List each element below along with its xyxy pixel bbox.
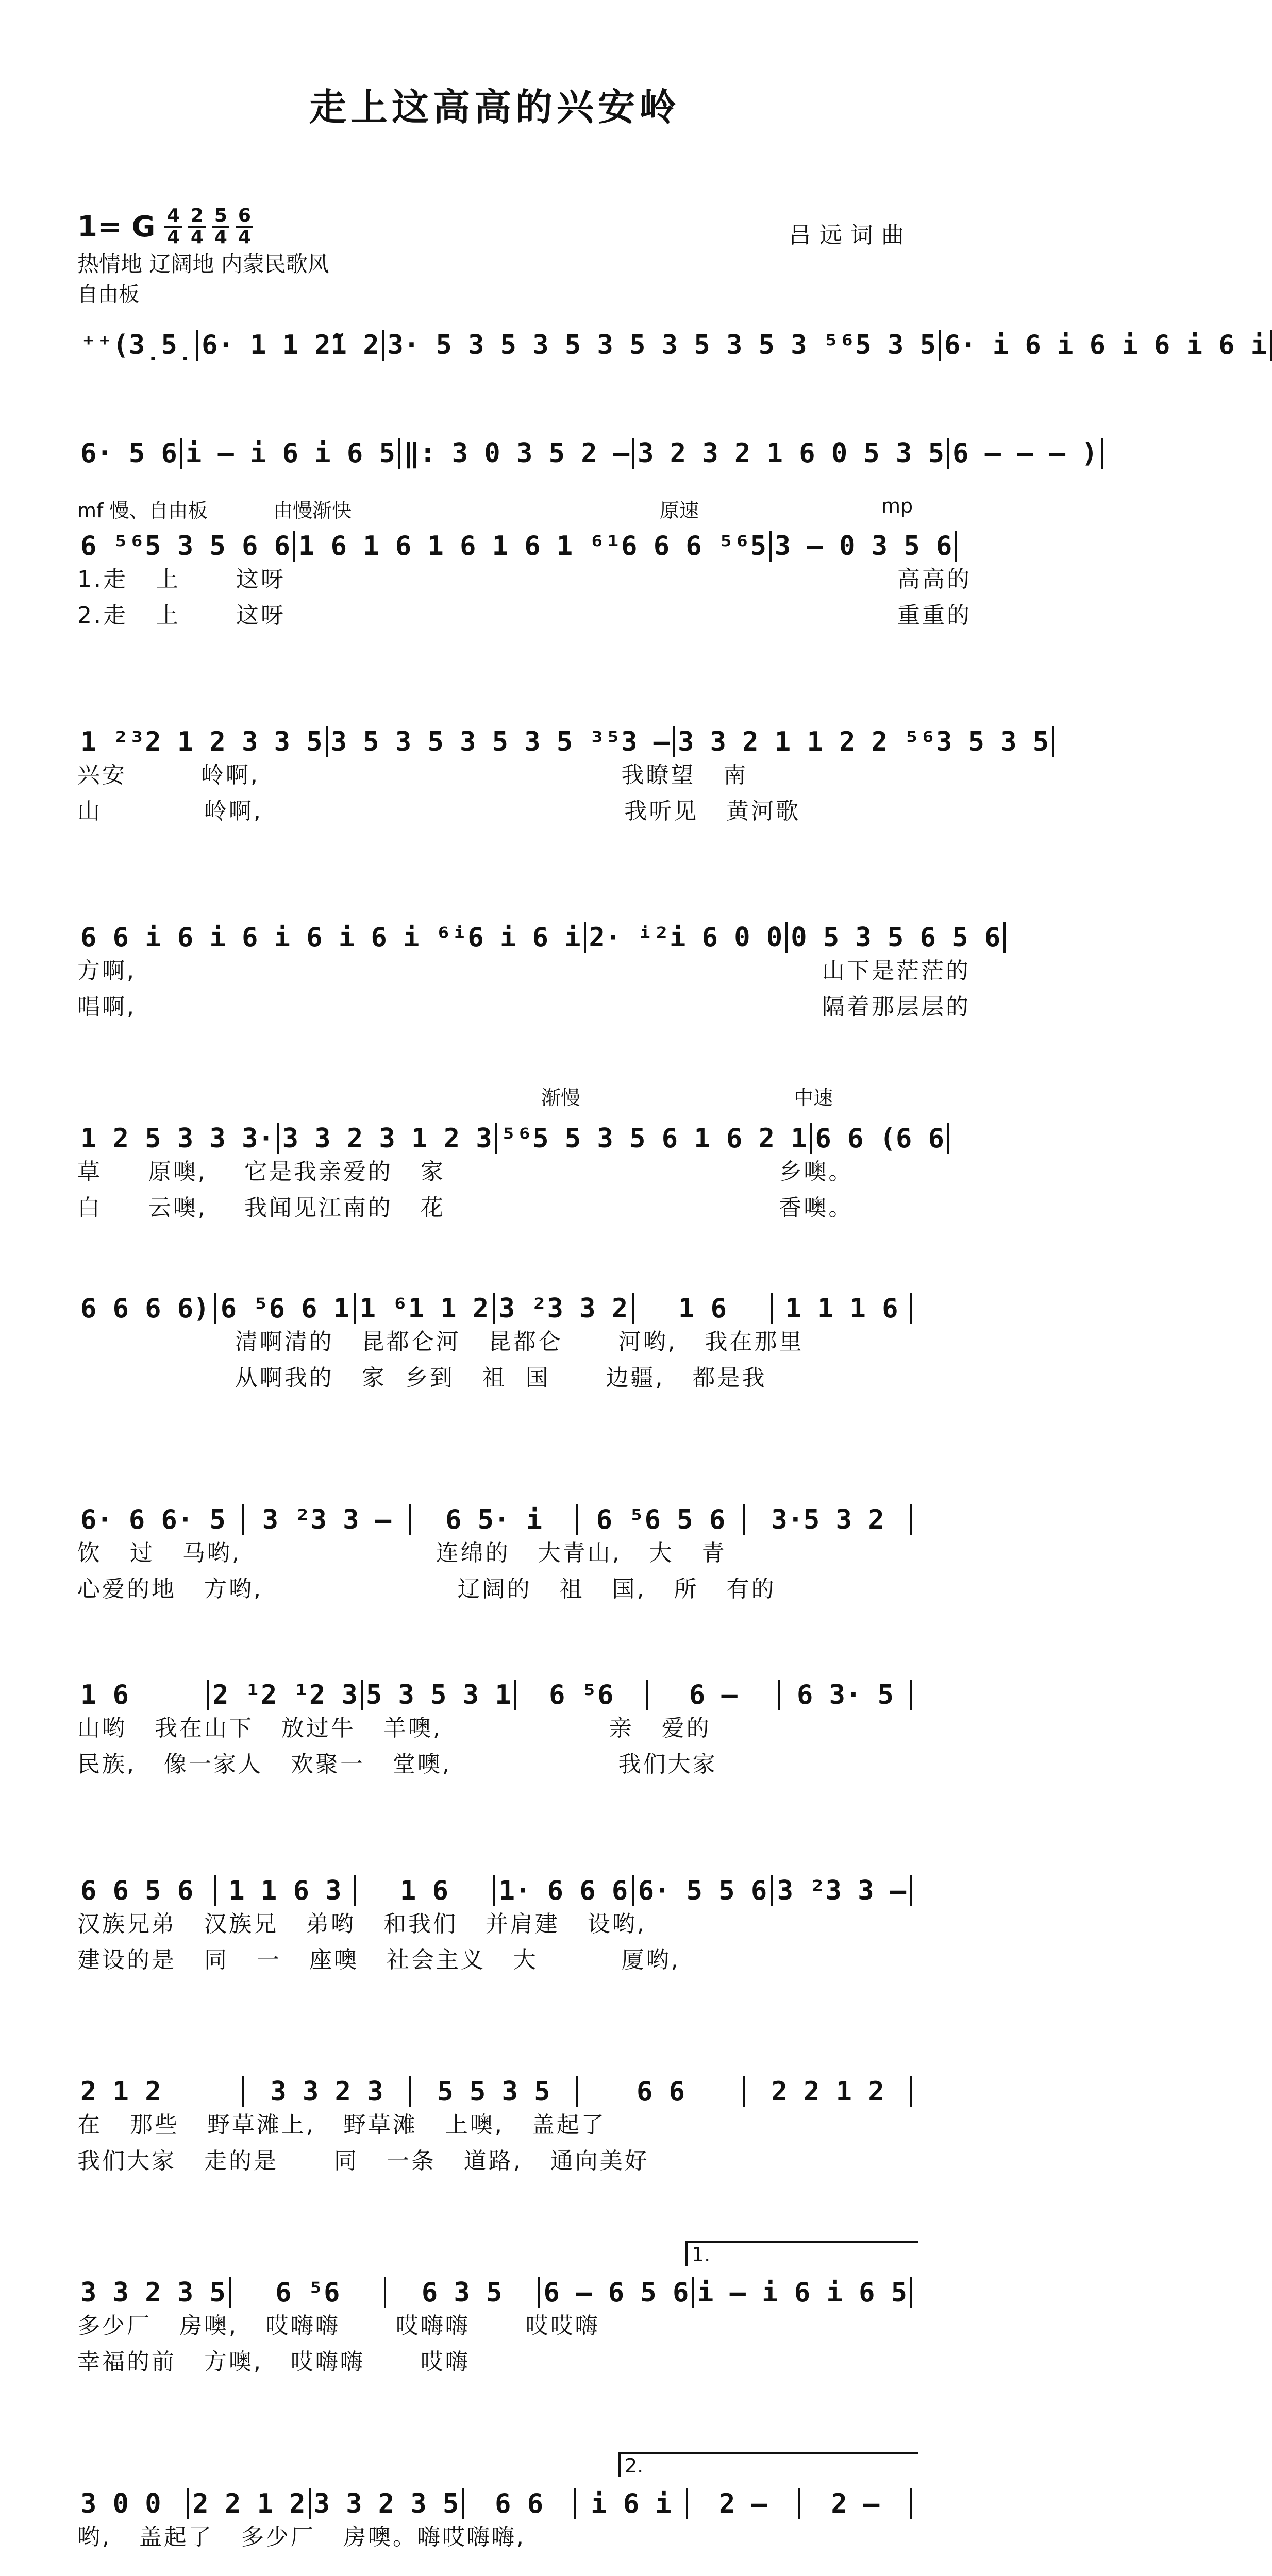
notation-staff bbox=[77, 1664, 912, 1710]
measure: 1 6 1 6 1 6 1 6 1 ⁶¹6 6 6 ⁵⁶5 bbox=[295, 531, 772, 562]
lyric-line: 饮 过 马哟, 连绵的 大青山, 大 青 bbox=[77, 1540, 727, 1566]
measure: 6 6 bbox=[578, 2076, 745, 2107]
measure: 6 6 5 6 bbox=[77, 1875, 216, 1906]
measure: 6 ⁵6 bbox=[516, 1680, 648, 1710]
score-system bbox=[77, 2243, 912, 2380]
measure: 2 1 2 bbox=[77, 2076, 244, 2107]
measure: 5 3 5 3 1 bbox=[363, 1680, 516, 1710]
tempo-mark: 由慢渐快 bbox=[273, 499, 352, 522]
measure: 3 3 2 3 1 2 3 bbox=[279, 1123, 497, 1154]
lyric-line: 清啊清的 昆都仑河 昆都仑 河哟, 我在那里 bbox=[77, 1329, 804, 1355]
tempo-mark: 渐慢 bbox=[541, 1087, 581, 1109]
measure: 6 3· 5 bbox=[780, 1680, 912, 1710]
volta-bracket: 1. bbox=[685, 2241, 918, 2266]
measure: ⁵⁶5 5 3 5 6 1 6 2 1 bbox=[497, 1123, 812, 1154]
measure: 1 2 5 3 3 3· bbox=[77, 1123, 279, 1154]
time-signatures bbox=[164, 206, 253, 247]
lyric-line: 兴安 岭啊, 我瞭望 南 bbox=[77, 762, 748, 788]
measure: 3 3 2 3 5 bbox=[311, 2488, 464, 2519]
notation-staff bbox=[77, 515, 952, 562]
score-system bbox=[77, 1087, 944, 1226]
measure: 1 ²³2 1 2 3 3 5 bbox=[77, 726, 328, 757]
score-system bbox=[77, 1664, 912, 1783]
measure: 1 6 bbox=[77, 1680, 209, 1710]
meter-6-4: $\frac{6}{4}$ bbox=[236, 206, 253, 247]
measure: 2 ¹2 ¹2 3 bbox=[209, 1680, 363, 1710]
measure: 3 ²3 3 – bbox=[773, 1875, 912, 1906]
lyric-line: 草 原噢, 它是我亲爱的 家 乡噢。 bbox=[77, 1159, 853, 1185]
measure: 2· ⁱ²i 6 0 0 bbox=[586, 922, 788, 953]
lyric-line: 哟, 盖起了 多少厂 房噢。嗨哎嗨嗨, bbox=[77, 2524, 526, 2550]
meter-2-4: $\frac{2}{4}$ bbox=[188, 206, 206, 247]
measure: ⁺⁺(3̣5̣ bbox=[77, 330, 198, 361]
notation-staff bbox=[77, 1860, 912, 1906]
notation-staff bbox=[77, 314, 1267, 361]
lyric-line: 2.走 上 这呀 重重的 bbox=[77, 602, 972, 629]
measure: i – i 6 i 6 5 bbox=[694, 2277, 912, 2308]
measure: 6 6 6 6) bbox=[77, 1293, 216, 1324]
measure: 3 – 0 3 5 6 bbox=[772, 531, 957, 562]
measure: 0 5 3 5 6 5 6 bbox=[788, 922, 1006, 953]
measure: ‖: 3 0 3 5 2 – bbox=[400, 438, 634, 469]
score-system bbox=[77, 1489, 912, 1607]
lyric-line: 唱啊, 隔着那层层的 bbox=[77, 994, 970, 1020]
key-label: 1= G bbox=[77, 210, 156, 244]
measure: 3 3 2 1 1 2 2 ⁵⁶3 5 3 5 bbox=[675, 726, 1054, 757]
measure: 6 6 (6 6 bbox=[812, 1123, 949, 1154]
lyric-line: 白 云噢, 我闻见江南的 花 香噢。 bbox=[77, 1195, 853, 1221]
score-system bbox=[77, 495, 972, 634]
meter-4-4: $\frac{4}{4}$ bbox=[164, 206, 182, 247]
measure: 3 3 2 3 bbox=[244, 2076, 411, 2107]
measure: 3· 5 3 5 3 5 3 5 3 5 3 5 3 ⁵⁶5 3 5 bbox=[384, 330, 941, 361]
measure: 3 3 2 3 5 bbox=[77, 2277, 231, 2308]
lyric-line: 山哟 我在山下 放过牛 羊噢, 亲 爱的 bbox=[77, 1715, 711, 1741]
notation-staff bbox=[77, 422, 1098, 469]
measure: 6 – – – ) bbox=[949, 438, 1103, 469]
measure: i 6 i bbox=[576, 2488, 688, 2519]
measure: 5 5 3 5 bbox=[411, 2076, 578, 2107]
style-description: 热情地 辽阔地 内蒙民歌风 bbox=[77, 251, 329, 277]
measure: 2 – bbox=[800, 2488, 912, 2519]
measure: 2 2 1 2 bbox=[745, 2076, 912, 2107]
measure: 1· 6 6 6 bbox=[495, 1875, 634, 1906]
measure: 1 6 bbox=[356, 1875, 495, 1906]
measure: 3 0 0 bbox=[77, 2488, 189, 2519]
lyric-line: 建设的是 同 一 座噢 社会主义 大 厦哟, bbox=[77, 1947, 680, 1973]
tempo-mark: 原速 bbox=[660, 499, 699, 522]
volta-bracket: 2. bbox=[618, 2452, 918, 2477]
song-title: 走上这高高的兴安岭 bbox=[309, 86, 680, 129]
notation-staff bbox=[77, 2262, 912, 2308]
measure: 6· 6 6· 5 bbox=[77, 1504, 244, 1535]
lyric-line: 汉族兄弟 汉族兄 弟哟 和我们 并肩建 设哟, bbox=[77, 1911, 646, 1937]
tempo-mark: mf 慢、自由板 bbox=[77, 499, 208, 522]
measure: 6 3 5 bbox=[386, 2277, 540, 2308]
measure: 6 ⁵⁶5 3 5 6 6 bbox=[77, 531, 295, 562]
measure: 1 ⁶1 1 2 bbox=[356, 1293, 495, 1324]
author-credit: 吕远词曲 bbox=[789, 222, 912, 248]
measure: 2 – bbox=[688, 2488, 800, 2519]
score-system bbox=[77, 711, 1049, 829]
measure: 2 2 1 2 bbox=[189, 2488, 310, 2519]
lyric-line: 山 岭啊, 我听见 黄河歌 bbox=[77, 798, 801, 824]
score-system bbox=[77, 1860, 912, 1978]
lyric-line: 方啊, 山下是茫茫的 bbox=[77, 958, 970, 984]
measure: i – i 6 i 6 5 bbox=[182, 438, 400, 469]
lyric-line: 1.走 上 这呀 高高的 bbox=[77, 566, 972, 592]
measure: 6 ⁵6 5 6 bbox=[578, 1504, 745, 1535]
tempo-free-label: 自由板 bbox=[77, 283, 139, 307]
measure: 1 6 bbox=[634, 1293, 773, 1324]
score-system bbox=[77, 1278, 912, 1396]
measure: 3 2 3 2 1 6 0 5 3 5 bbox=[634, 438, 949, 469]
lyric-line: 民族, 像一家人 欢聚一 堂噢, 我们大家 bbox=[77, 1751, 717, 1777]
score-system bbox=[77, 2061, 912, 2179]
notation-staff bbox=[77, 2473, 912, 2519]
measure: 6· 5 6 bbox=[77, 438, 182, 469]
notation-staff bbox=[77, 907, 1001, 953]
measure: 6 – 6 5 6 bbox=[540, 2277, 694, 2308]
measure: 6· 1 1 2̃1 2 bbox=[198, 330, 384, 361]
notation-staff bbox=[77, 2061, 912, 2107]
tempo-mark: mp bbox=[881, 495, 913, 517]
score-system bbox=[77, 422, 1098, 469]
score-system bbox=[77, 907, 1001, 1025]
measure: 6 ⁵6 6 1 bbox=[216, 1293, 356, 1324]
lyric-line: 我们大家 走的是 同 一条 道路, 通向美好 bbox=[77, 2148, 649, 2174]
measure: 1 1 6 3 bbox=[216, 1875, 356, 1906]
measure: 6 6 i 6 i 6 i 6 i 6 i ⁶ⁱ6 i 6 i bbox=[77, 922, 586, 953]
measure: 6· i 6 i 6 i 6 i 6 i bbox=[941, 330, 1272, 361]
tempo-mark: 中速 bbox=[794, 1087, 833, 1109]
measure: 3 ²3 3 – bbox=[244, 1504, 411, 1535]
measure: 3 ²3 3 2 bbox=[495, 1293, 634, 1324]
key-signature bbox=[77, 206, 253, 247]
measure: 6 5· i bbox=[411, 1504, 578, 1535]
meter-5-4: $\frac{5}{4}$ bbox=[212, 206, 229, 247]
score-system bbox=[77, 2454, 912, 2555]
lyric-line: 幸福的前 方噢, 哎嗨嗨 哎嗨 bbox=[77, 2349, 470, 2375]
measure: 6· 5 5 6 bbox=[634, 1875, 773, 1906]
lyric-line: 在 那些 野草滩上, 野草滩 上噢, 盖起了 bbox=[77, 2112, 606, 2138]
notation-staff bbox=[77, 711, 1049, 757]
measure: 3·5 3 2 bbox=[745, 1504, 912, 1535]
notation-staff bbox=[77, 1489, 912, 1535]
score-system bbox=[77, 314, 1267, 361]
lyric-line: 多少厂 房噢, 哎嗨嗨 哎嗨嗨 哎哎嗨 bbox=[77, 2313, 600, 2339]
lyric-line: 心爱的地 方哟, 辽阔的 祖 国, 所 有的 bbox=[77, 1576, 776, 1602]
measure: 6 ⁵6 bbox=[231, 2277, 386, 2308]
notation-staff bbox=[77, 1108, 944, 1154]
measure: 3 5 3 5 3 5 3 5 ³⁵3 – bbox=[328, 726, 675, 757]
measure: 1 1 1 6 bbox=[773, 1293, 912, 1324]
measure: 6 6 bbox=[464, 2488, 576, 2519]
measure: 6 – bbox=[648, 1680, 780, 1710]
notation-staff bbox=[77, 1278, 912, 1324]
lyric-line: 从啊我的 家 乡到 祖 国 边疆, 都是我 bbox=[77, 1365, 767, 1391]
